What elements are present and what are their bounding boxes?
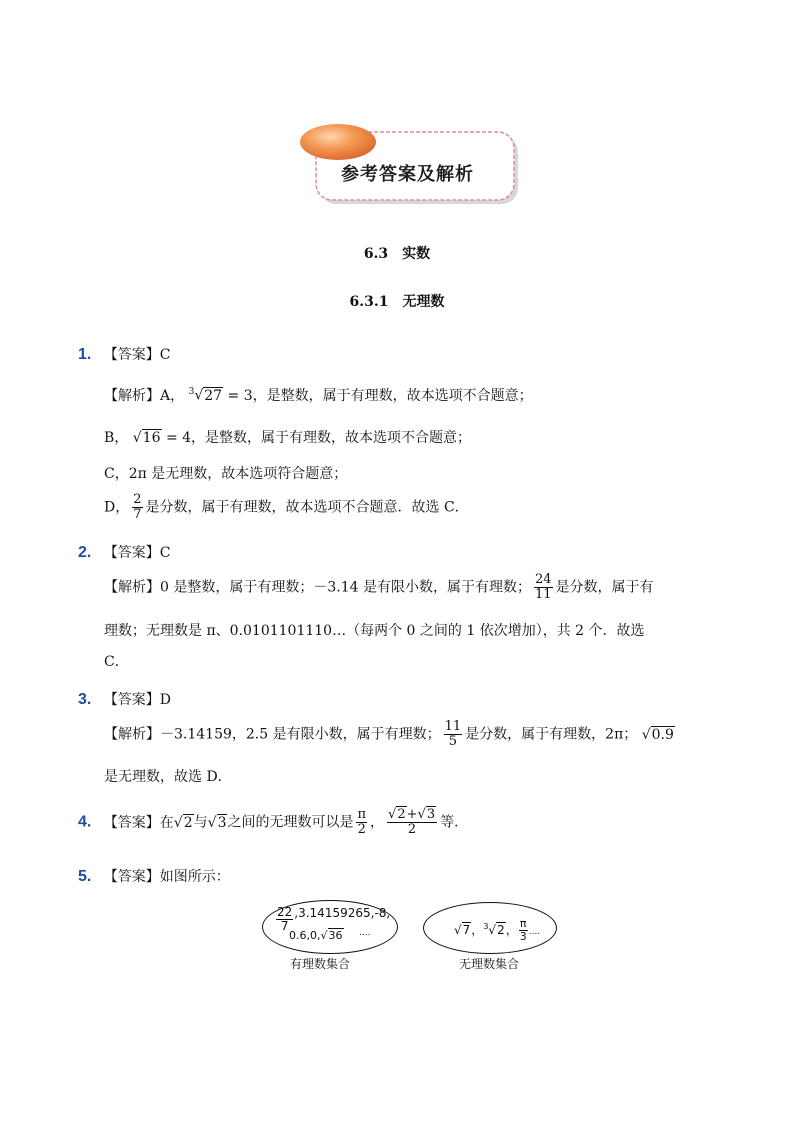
q2-analysis-line2: 理数；无理数是 π、0.0101101110…（每两个 0 之间的 1 依次增加），共 2 个．故选 <box>104 623 645 639</box>
q2-answer-line <box>78 542 171 562</box>
q4-text-c: 之间的无理数可以是 <box>227 814 354 831</box>
q2-fraction: $\frac{24}{11}$ <box>534 572 552 602</box>
q1-b-label: B， <box>104 430 129 446</box>
q1-a-result: = 3 <box>227 388 253 404</box>
q1-d-fraction: $\frac{2}{7}$ <box>133 492 142 522</box>
irrational-comma2: ， <box>505 923 518 937</box>
rational-fraction: $\frac{22}{7}$ <box>277 905 293 933</box>
rational-sqrt36: √36 <box>320 929 343 942</box>
q2-analysis-line3: C． <box>104 654 129 670</box>
q3-number: 3. <box>78 691 92 708</box>
irrational-set-caption: 无理数集合 <box>459 957 520 971</box>
q1-cube-root: $^3$√27 <box>188 387 223 404</box>
q1-analysis-label: 【解析】A， <box>104 388 185 404</box>
q1-analysis-d <box>104 493 469 522</box>
q4-sum-fraction: $\frac{√2+√3}{2}$ <box>388 807 436 837</box>
irrational-set-content <box>454 918 540 943</box>
q5-answer-line <box>78 866 230 886</box>
q2-answer: 【答案】C <box>103 545 171 561</box>
q4-sqrt2: √2 <box>173 814 193 831</box>
q1-b-result: = 4 <box>165 430 192 446</box>
q1-d-text: 是分数，属于有理数，故本选项不合题意．故选 C． <box>145 499 469 516</box>
rational-dots: .... <box>359 928 371 938</box>
q4-pi-fraction: $\frac{\pi}{2}$ <box>357 807 367 837</box>
q3-sqrt: √0.9 <box>641 726 674 743</box>
q4-text-b: 与 <box>193 814 208 831</box>
q1-d-label: D， <box>104 499 130 516</box>
q1-analysis-a <box>104 385 533 405</box>
q3-analysis-line1 <box>104 720 675 749</box>
irrational-sqrt7: √7 <box>454 923 471 937</box>
q4-text-d: 等． <box>440 814 469 831</box>
answer-banner <box>300 120 522 208</box>
q1-answer-line <box>78 344 171 364</box>
rational-set-line2 <box>289 928 370 942</box>
q3-answer: 【答案】D <box>103 692 172 708</box>
q3-fraction: $\frac{11}{5}$ <box>444 719 462 749</box>
q1-b-text: ，是整数，属于有理数，故本选项不合题意； <box>191 430 472 446</box>
q3-line1-tail: 是分数，属于有理数，2π； <box>465 726 638 743</box>
irrational-comma1: ， <box>471 923 484 937</box>
q4-comma: ， <box>370 814 385 831</box>
q3-answer-line <box>78 689 171 709</box>
q4-number: 4. <box>78 813 92 831</box>
banner-title: 参考答案及解析 <box>341 164 474 185</box>
q2-number: 2. <box>78 544 92 561</box>
q3-line1-text: 【解析】－3.14159，2.5 是有限小数，属于有理数； <box>104 726 441 743</box>
q1-a-text: ，是整数，属于有理数，故本选项不合题意； <box>252 388 533 404</box>
q2-analysis-line1 <box>104 573 654 602</box>
q3-analysis-line2: 是无理数，故选 D． <box>104 769 232 785</box>
irrational-dots: .... <box>528 927 541 937</box>
irrational-cbrt-index: 3 <box>483 922 489 931</box>
rational-line2-text: 0.6,0, <box>289 929 321 942</box>
q4-text-a: 【答案】在 <box>103 814 174 831</box>
q5-answer: 【答案】如图所示： <box>103 869 230 885</box>
irrational-pi-fraction: $\frac{\pi}{3}$ <box>519 917 527 943</box>
q4-sqrt3: √3 <box>207 814 227 831</box>
rational-line1: ,3.14159265,-8, <box>294 906 391 920</box>
section-title: 6.3 实数 <box>363 246 431 262</box>
q4-answer-line <box>78 808 468 837</box>
q2-line1-tail: 是分数，属于有 <box>555 579 654 596</box>
rational-set-caption: 有理数集合 <box>290 957 351 971</box>
q1-answer: 【答案】C <box>103 347 171 363</box>
q1-analysis-c: C，2π 是无理数，故本选项符合题意； <box>104 466 348 482</box>
q1-analysis-b <box>104 427 471 447</box>
q1-sqrt-16: √16 <box>132 430 161 446</box>
q2-line1-text: 【解析】0 是整数，属于有理数；－3.14 是有限小数，属于有理数； <box>104 579 531 596</box>
subsection-title: 6.3.1 无理数 <box>349 294 445 310</box>
irrational-cbrt2: √2 <box>488 923 505 937</box>
q1-number: 1. <box>78 346 92 363</box>
q5-number: 5. <box>78 868 92 885</box>
